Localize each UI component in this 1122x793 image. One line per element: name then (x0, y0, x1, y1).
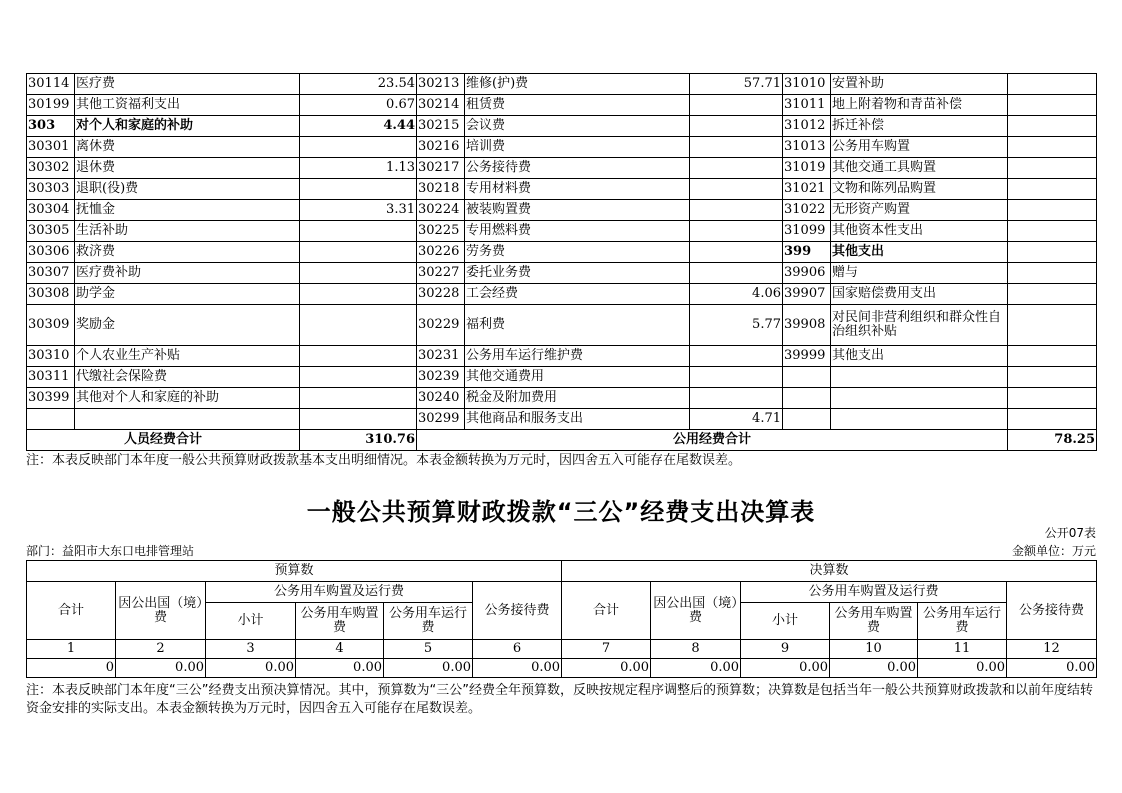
final-vehicle-group-header: 公务用车购置及运行费 (741, 582, 1007, 603)
table-row (27, 284, 1097, 305)
column-number-cell: 4 (296, 640, 384, 659)
public-total-label: 公用经费合计 (417, 430, 1008, 451)
code-cell: 31022 (783, 200, 831, 221)
amount-cell (1008, 263, 1097, 284)
amount-cell (690, 263, 783, 284)
amount-cell (690, 388, 783, 409)
amount-cell (1008, 179, 1097, 200)
code-cell: 30311 (27, 367, 75, 388)
amount-cell (690, 200, 783, 221)
item-cell: 国家赔偿费用支出 (831, 284, 1008, 305)
table-row (27, 305, 1097, 346)
amount-cell (300, 242, 417, 263)
code-cell: 39906 (783, 263, 831, 284)
amount-cell (1008, 200, 1097, 221)
amount-cell (1008, 409, 1097, 430)
amount-cell (690, 158, 783, 179)
code-cell: 30231 (417, 346, 465, 367)
amount-cell (300, 263, 417, 284)
item-cell: 救济费 (75, 242, 300, 263)
item-cell: 个人农业生产补贴 (75, 346, 300, 367)
item-cell: 安置补助 (831, 74, 1008, 95)
code-cell (783, 409, 831, 430)
item-cell: 医疗费 (75, 74, 300, 95)
item-cell: 其他交通工具购置 (831, 158, 1008, 179)
item-cell: 其他交通费用 (465, 367, 690, 388)
table-row (27, 242, 1097, 263)
item-cell: 退职(役)费 (75, 179, 300, 200)
item-cell: 劳务费 (465, 242, 690, 263)
amount-cell (690, 367, 783, 388)
code-cell: 30302 (27, 158, 75, 179)
amount-cell (1008, 221, 1097, 242)
amount-cell (300, 137, 417, 158)
item-cell: 税金及附加费用 (465, 388, 690, 409)
code-cell: 30213 (417, 74, 465, 95)
item-cell: 医疗费补助 (75, 263, 300, 284)
value-cell: 0.00 (651, 659, 741, 678)
amount-cell: 3.31 (300, 200, 417, 221)
basic-expenditure-table (26, 73, 1097, 451)
code-cell: 30227 (417, 263, 465, 284)
value-cell: 0.00 (206, 659, 296, 678)
code-cell: 31010 (783, 74, 831, 95)
code-cell: 399 (783, 242, 831, 263)
column-number-cell: 8 (651, 640, 741, 659)
budget-abroad-header: 因公出国（境）费 (116, 582, 206, 640)
code-cell: 39907 (783, 284, 831, 305)
budget-vehicle-group-header: 公务用车购置及运行费 (206, 582, 473, 603)
header-row-1 (27, 561, 1097, 582)
code-cell: 30310 (27, 346, 75, 367)
column-number-cell: 1 (27, 640, 116, 659)
amount-cell (300, 221, 417, 242)
code-cell: 30216 (417, 137, 465, 158)
final-vehicle-operation-header: 公务用车运行费 (918, 603, 1007, 640)
table-row (27, 221, 1097, 242)
column-number-cell: 2 (116, 640, 206, 659)
item-cell: 无形资产购置 (831, 200, 1008, 221)
code-cell: 31021 (783, 179, 831, 200)
item-cell: 培训费 (465, 137, 690, 158)
amount-cell (690, 346, 783, 367)
code-cell: 30399 (27, 388, 75, 409)
code-cell: 30299 (417, 409, 465, 430)
item-cell (75, 409, 300, 430)
amount-cell (690, 116, 783, 137)
amount-cell (300, 409, 417, 430)
item-cell: 奖励金 (75, 305, 300, 346)
code-cell (783, 367, 831, 388)
code-cell: 30218 (417, 179, 465, 200)
form-code: 公开07表 (1044, 526, 1096, 540)
budget-reception-header: 公务接待费 (473, 582, 562, 640)
item-cell (831, 409, 1008, 430)
table-row (27, 367, 1097, 388)
code-cell: 30199 (27, 95, 75, 116)
code-cell: 30228 (417, 284, 465, 305)
amount-cell: 4.71 (690, 409, 783, 430)
personnel-total-label: 人员经费合计 (27, 430, 300, 451)
value-cell: 0.00 (562, 659, 651, 678)
amount-cell (300, 388, 417, 409)
page-title: 一般公共预算财政拨款“三公”经费支出决算表 (306, 498, 816, 526)
final-header: 决算数 (562, 561, 1097, 582)
table-row (27, 137, 1097, 158)
value-cell: 0.00 (296, 659, 384, 678)
budget-subtotal-header: 小计 (206, 603, 296, 640)
code-cell: 30114 (27, 74, 75, 95)
value-cell: 0.00 (116, 659, 206, 678)
amount-cell (690, 221, 783, 242)
three-public-expenses-table (26, 560, 1097, 678)
amount-cell: 5.77 (690, 305, 783, 346)
table-row (27, 409, 1097, 430)
item-cell: 福利费 (465, 305, 690, 346)
amount-cell (1008, 284, 1097, 305)
code-cell: 39908 (783, 305, 831, 346)
item-cell: 助学金 (75, 284, 300, 305)
code-cell: 31099 (783, 221, 831, 242)
amount-cell: 4.44 (300, 116, 417, 137)
code-cell: 303 (27, 116, 75, 137)
budget-header: 预算数 (27, 561, 562, 582)
final-abroad-header: 因公出国（境）费 (651, 582, 741, 640)
amount-cell: 4.06 (690, 284, 783, 305)
budget-total-header: 合计 (27, 582, 116, 640)
note-three-public-expenses: 注：本表反映部门本年度“三公”经费支出预决算情况。其中，预算数为“三公”经费全年预算数，反映按规定程序调整后的预算数；决算数是包括当年一般公共预算财政拨款和以前年度结转资金安排的实际支出。本表金额转换为万元时，因四舍五入可能存在尾数误差。 (26, 683, 1093, 716)
amount-cell (1008, 116, 1097, 137)
column-number-cell: 12 (1007, 640, 1097, 659)
item-cell: 其他资本性支出 (831, 221, 1008, 242)
department-label: 部门：益阳市大东口电排管理站 (26, 544, 195, 558)
code-cell (27, 409, 75, 430)
item-cell: 对民间非营利组织和群众性自治组织补贴 (831, 305, 1008, 346)
item-cell: 文物和陈列品购置 (831, 179, 1008, 200)
final-reception-header: 公务接待费 (1007, 582, 1097, 640)
item-cell: 维修(护)费 (465, 74, 690, 95)
table-row (27, 179, 1097, 200)
value-cell: 0.00 (1007, 659, 1097, 678)
amount-cell (1008, 305, 1097, 346)
code-cell: 30225 (417, 221, 465, 242)
column-number-cell: 9 (741, 640, 830, 659)
item-cell: 退休费 (75, 158, 300, 179)
amount-cell (690, 179, 783, 200)
amount-cell (300, 305, 417, 346)
code-cell: 39999 (783, 346, 831, 367)
item-cell: 专用材料费 (465, 179, 690, 200)
value-cell: 0.00 (830, 659, 918, 678)
value-cell: 0.00 (473, 659, 562, 678)
code-cell: 30229 (417, 305, 465, 346)
item-cell: 其他支出 (831, 242, 1008, 263)
code-cell: 30306 (27, 242, 75, 263)
column-number-cell: 7 (562, 640, 651, 659)
code-cell: 31012 (783, 116, 831, 137)
header-row-2 (27, 582, 1097, 603)
item-cell: 生活补助 (75, 221, 300, 242)
table-row (27, 116, 1097, 137)
amount-cell (300, 346, 417, 367)
amount-cell (690, 95, 783, 116)
amount-cell (1008, 95, 1097, 116)
code-cell: 30303 (27, 179, 75, 200)
item-cell: 被装购置费 (465, 200, 690, 221)
item-cell: 其他工资福利支出 (75, 95, 300, 116)
item-cell (831, 388, 1008, 409)
table-row (27, 263, 1097, 284)
code-cell: 30239 (417, 367, 465, 388)
column-number-cell: 5 (384, 640, 473, 659)
column-number-cell: 11 (918, 640, 1007, 659)
code-cell: 30304 (27, 200, 75, 221)
amount-cell (300, 367, 417, 388)
table-row (27, 74, 1097, 95)
unit-label: 金额单位：万元 (1011, 544, 1096, 558)
value-row (27, 659, 1097, 678)
item-cell: 其他支出 (831, 346, 1008, 367)
item-cell: 专用燃料费 (465, 221, 690, 242)
amount-cell: 0.67 (300, 95, 417, 116)
item-cell: 租赁费 (465, 95, 690, 116)
item-cell: 其他商品和服务支出 (465, 409, 690, 430)
budget-vehicle-purchase-header: 公务用车购置费 (296, 603, 384, 640)
column-number-cell: 10 (830, 640, 918, 659)
public-total-value: 78.25 (1008, 430, 1097, 451)
amount-cell (1008, 346, 1097, 367)
value-cell: 0.00 (384, 659, 473, 678)
code-cell: 31013 (783, 137, 831, 158)
note-basic-expenditure: 注：本表反映部门本年度一般公共预算财政拨款基本支出明细情况。本表金额转换为万元时，因四舍五入可能存在尾数误差。 (26, 453, 742, 468)
amount-cell (1008, 242, 1097, 263)
table-row (27, 388, 1097, 409)
code-cell: 31011 (783, 95, 831, 116)
amount-cell (300, 284, 417, 305)
amount-cell (1008, 388, 1097, 409)
item-cell (831, 367, 1008, 388)
item-cell: 赠与 (831, 263, 1008, 284)
value-cell: 0.00 (741, 659, 830, 678)
code-cell: 30305 (27, 221, 75, 242)
item-cell: 抚恤金 (75, 200, 300, 221)
column-number-row (27, 640, 1097, 659)
table-row (27, 158, 1097, 179)
personnel-total-value: 310.76 (300, 430, 417, 451)
code-cell: 30224 (417, 200, 465, 221)
final-subtotal-header: 小计 (741, 603, 830, 640)
total-row (27, 430, 1097, 451)
final-vehicle-purchase-header: 公务用车购置费 (830, 603, 918, 640)
amount-cell: 23.54 (300, 74, 417, 95)
code-cell: 30226 (417, 242, 465, 263)
amount-cell (690, 242, 783, 263)
amount-cell: 57.71 (690, 74, 783, 95)
item-cell: 工会经费 (465, 284, 690, 305)
table-row (27, 95, 1097, 116)
item-cell: 委托业务费 (465, 263, 690, 284)
code-cell: 30307 (27, 263, 75, 284)
column-number-cell: 6 (473, 640, 562, 659)
item-cell: 会议费 (465, 116, 690, 137)
code-cell: 30215 (417, 116, 465, 137)
item-cell: 代缴社会保险费 (75, 367, 300, 388)
amount-cell (1008, 158, 1097, 179)
final-total-header: 合计 (562, 582, 651, 640)
amount-cell (1008, 74, 1097, 95)
item-cell: 离休费 (75, 137, 300, 158)
item-cell: 对个人和家庭的补助 (75, 116, 300, 137)
item-cell: 公务接待费 (465, 158, 690, 179)
code-cell: 31019 (783, 158, 831, 179)
code-cell (783, 388, 831, 409)
budget-vehicle-operation-header: 公务用车运行费 (384, 603, 473, 640)
table-row (27, 200, 1097, 221)
code-cell: 30240 (417, 388, 465, 409)
amount-cell (1008, 367, 1097, 388)
amount-cell: 1.13 (300, 158, 417, 179)
item-cell: 公务用车购置 (831, 137, 1008, 158)
code-cell: 30308 (27, 284, 75, 305)
column-number-cell: 3 (206, 640, 296, 659)
amount-cell (1008, 137, 1097, 158)
amount-cell (300, 179, 417, 200)
code-cell: 30214 (417, 95, 465, 116)
item-cell: 拆迁补偿 (831, 116, 1008, 137)
item-cell: 公务用车运行维护费 (465, 346, 690, 367)
code-cell: 30301 (27, 137, 75, 158)
code-cell: 30309 (27, 305, 75, 346)
value-cell: 0 (27, 659, 116, 678)
item-cell: 地上附着物和青苗补偿 (831, 95, 1008, 116)
table-row (27, 346, 1097, 367)
code-cell: 30217 (417, 158, 465, 179)
basic-expenditure-rows (27, 74, 1097, 430)
amount-cell (690, 137, 783, 158)
item-cell: 其他对个人和家庭的补助 (75, 388, 300, 409)
value-cell: 0.00 (918, 659, 1007, 678)
